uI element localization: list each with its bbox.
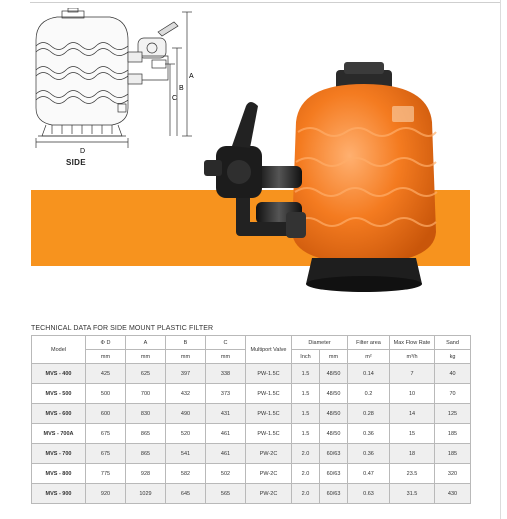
table-row [32,444,471,464]
inch-cell: 1.5 [292,404,320,424]
header-diameter: Diameter [292,336,348,350]
inch-cell: 2.0 [292,464,320,484]
a-cell: 928 [126,464,166,484]
max-flow-cell: 15 [390,424,435,444]
valve-cell: PW-2C [246,464,292,484]
max-flow-cell: 14 [390,404,435,424]
sand-cell: 185 [435,424,471,444]
model-cell: MVS - 900 [32,484,86,504]
c-cell: 502 [206,464,246,484]
model-cell: MVS - 700A [32,424,86,444]
a-cell: 865 [126,424,166,444]
c-cell: 373 [206,384,246,404]
unit-mm: mm [320,350,348,364]
valve-cell: PW-1.5C [246,424,292,444]
mm-cell: 48/50 [320,384,348,404]
table-row [32,424,471,444]
max-flow-cell: 7 [390,364,435,384]
unit-sand: kg [435,350,471,364]
a-cell: 865 [126,444,166,464]
b-cell: 541 [166,444,206,464]
max-flow-cell: 31.5 [390,484,435,504]
header-filter-area: Filter area [348,336,390,350]
sand-cell: 40 [435,364,471,384]
header-b: B [166,336,206,350]
c-cell: 338 [206,364,246,384]
sand-cell: 320 [435,464,471,484]
inch-cell: 1.5 [292,384,320,404]
unit-b: mm [166,350,206,364]
b-cell: 432 [166,384,206,404]
c-cell: 565 [206,484,246,504]
header-diam-d: Φ D [86,336,126,350]
technical-data-table [31,335,471,504]
sand-cell: 430 [435,484,471,504]
model-cell: MVS - 700 [32,444,86,464]
side-view-drawing [22,8,207,158]
a-cell: 700 [126,384,166,404]
diam-d-cell: 425 [86,364,126,384]
filter-area-cell: 0.36 [348,424,390,444]
model-cell: MVS - 600 [32,404,86,424]
diam-d-cell: 775 [86,464,126,484]
b-cell: 397 [166,364,206,384]
c-cell: 431 [206,404,246,424]
right-border-line [500,0,501,519]
a-cell: 830 [126,404,166,424]
c-cell: 461 [206,424,246,444]
unit-a: mm [126,350,166,364]
diam-d-cell: 600 [86,404,126,424]
inch-cell: 2.0 [292,444,320,464]
filter-area-cell: 0.28 [348,404,390,424]
valve-cell: PW-1.5C [246,364,292,384]
dim-label-a: A [189,73,194,80]
a-cell: 1029 [126,484,166,504]
dim-label-d: D [80,148,86,155]
diam-d-cell: 500 [86,384,126,404]
valve-cell: PW-2C [246,484,292,504]
header-model: Model [32,336,86,364]
inch-cell: 1.5 [292,364,320,384]
sand-cell: 70 [435,384,471,404]
max-flow-cell: 23.5 [390,464,435,484]
b-cell: 520 [166,424,206,444]
table-row [32,464,471,484]
filter-area-cell: 0.63 [348,484,390,504]
unit-c: mm [206,350,246,364]
header-max-flow: Max Flow Rate [390,336,435,350]
valve-cell: PW-1.5C [246,384,292,404]
model-cell: MVS - 500 [32,384,86,404]
unit-inch: Inch [292,350,320,364]
table-row [32,384,471,404]
table-row [32,364,471,384]
side-view-label: SIDE [66,158,86,167]
max-flow-cell: 18 [390,444,435,464]
c-cell: 461 [206,444,246,464]
unit-max-flow: m³/h [390,350,435,364]
mm-cell: 48/50 [320,424,348,444]
inch-cell: 2.0 [292,484,320,504]
valve-cell: PW-2C [246,444,292,464]
dim-label-c: C [172,95,178,102]
model-cell: MVS - 800 [32,464,86,484]
header-c: C [206,336,246,350]
top-border-line [30,2,500,3]
filter-area-cell: 0.47 [348,464,390,484]
diam-d-cell: 675 [86,424,126,444]
max-flow-cell: 10 [390,384,435,404]
sand-cell: 185 [435,444,471,464]
b-cell: 490 [166,404,206,424]
table-title: TECHNICAL DATA FOR SIDE MOUNT PLASTIC FILTER [31,325,214,332]
filter-area-cell: 0.36 [348,444,390,464]
valve-cell: PW-1.5C [246,404,292,424]
header-sand: Sand [435,336,471,350]
mm-cell: 60/63 [320,464,348,484]
inch-cell: 1.5 [292,424,320,444]
mm-cell: 60/63 [320,484,348,504]
mm-cell: 48/50 [320,364,348,384]
table-row [32,484,471,504]
unit-diam-d: mm [86,350,126,364]
diam-d-cell: 920 [86,484,126,504]
mm-cell: 60/63 [320,444,348,464]
filter-product-image [196,62,458,300]
mm-cell: 48/50 [320,404,348,424]
filter-area-cell: 0.14 [348,364,390,384]
model-cell: MVS - 400 [32,364,86,384]
sand-cell: 125 [435,404,471,424]
b-cell: 582 [166,464,206,484]
filter-area-cell: 0.2 [348,384,390,404]
b-cell: 645 [166,484,206,504]
dim-label-b: B [179,85,184,92]
a-cell: 625 [126,364,166,384]
unit-filter-area: m² [348,350,390,364]
table-row [32,404,471,424]
header-a: A [126,336,166,350]
diam-d-cell: 675 [86,444,126,464]
header-multiport: Multiport Valve [246,336,292,364]
